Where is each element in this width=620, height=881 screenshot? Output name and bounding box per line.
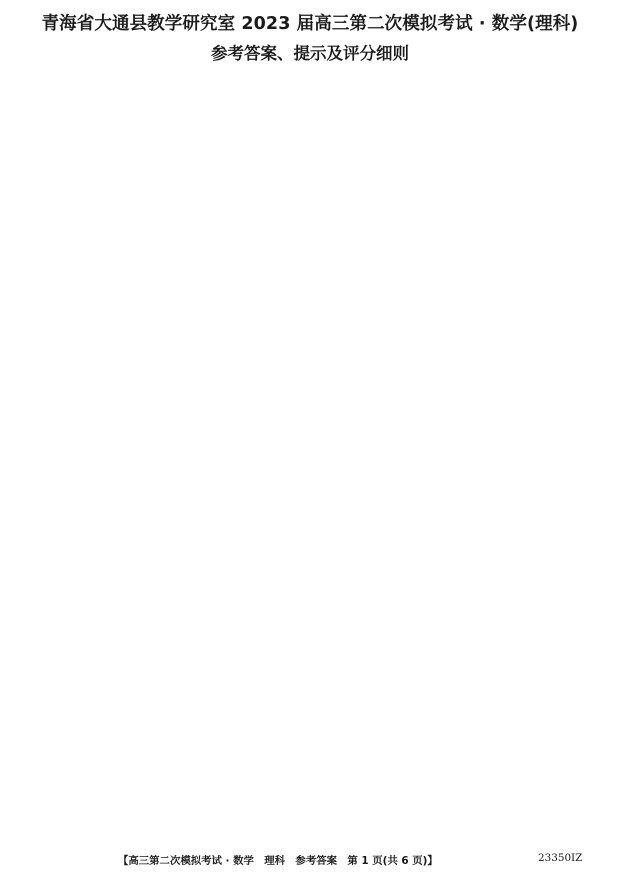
document-subtitle: 参考答案、提示及评分细则 [211, 44, 409, 63]
footer-code: 23350IZ [538, 852, 583, 864]
document-title: 青海省大通县教学研究室 2023 届高三第二次模拟考试 · 数学(理科) [41, 14, 579, 34]
footer-page-info: 【高三第二次模拟考试 · 数学 理科 参考答案 第 1 页(共 6 页)】 [118, 855, 438, 867]
